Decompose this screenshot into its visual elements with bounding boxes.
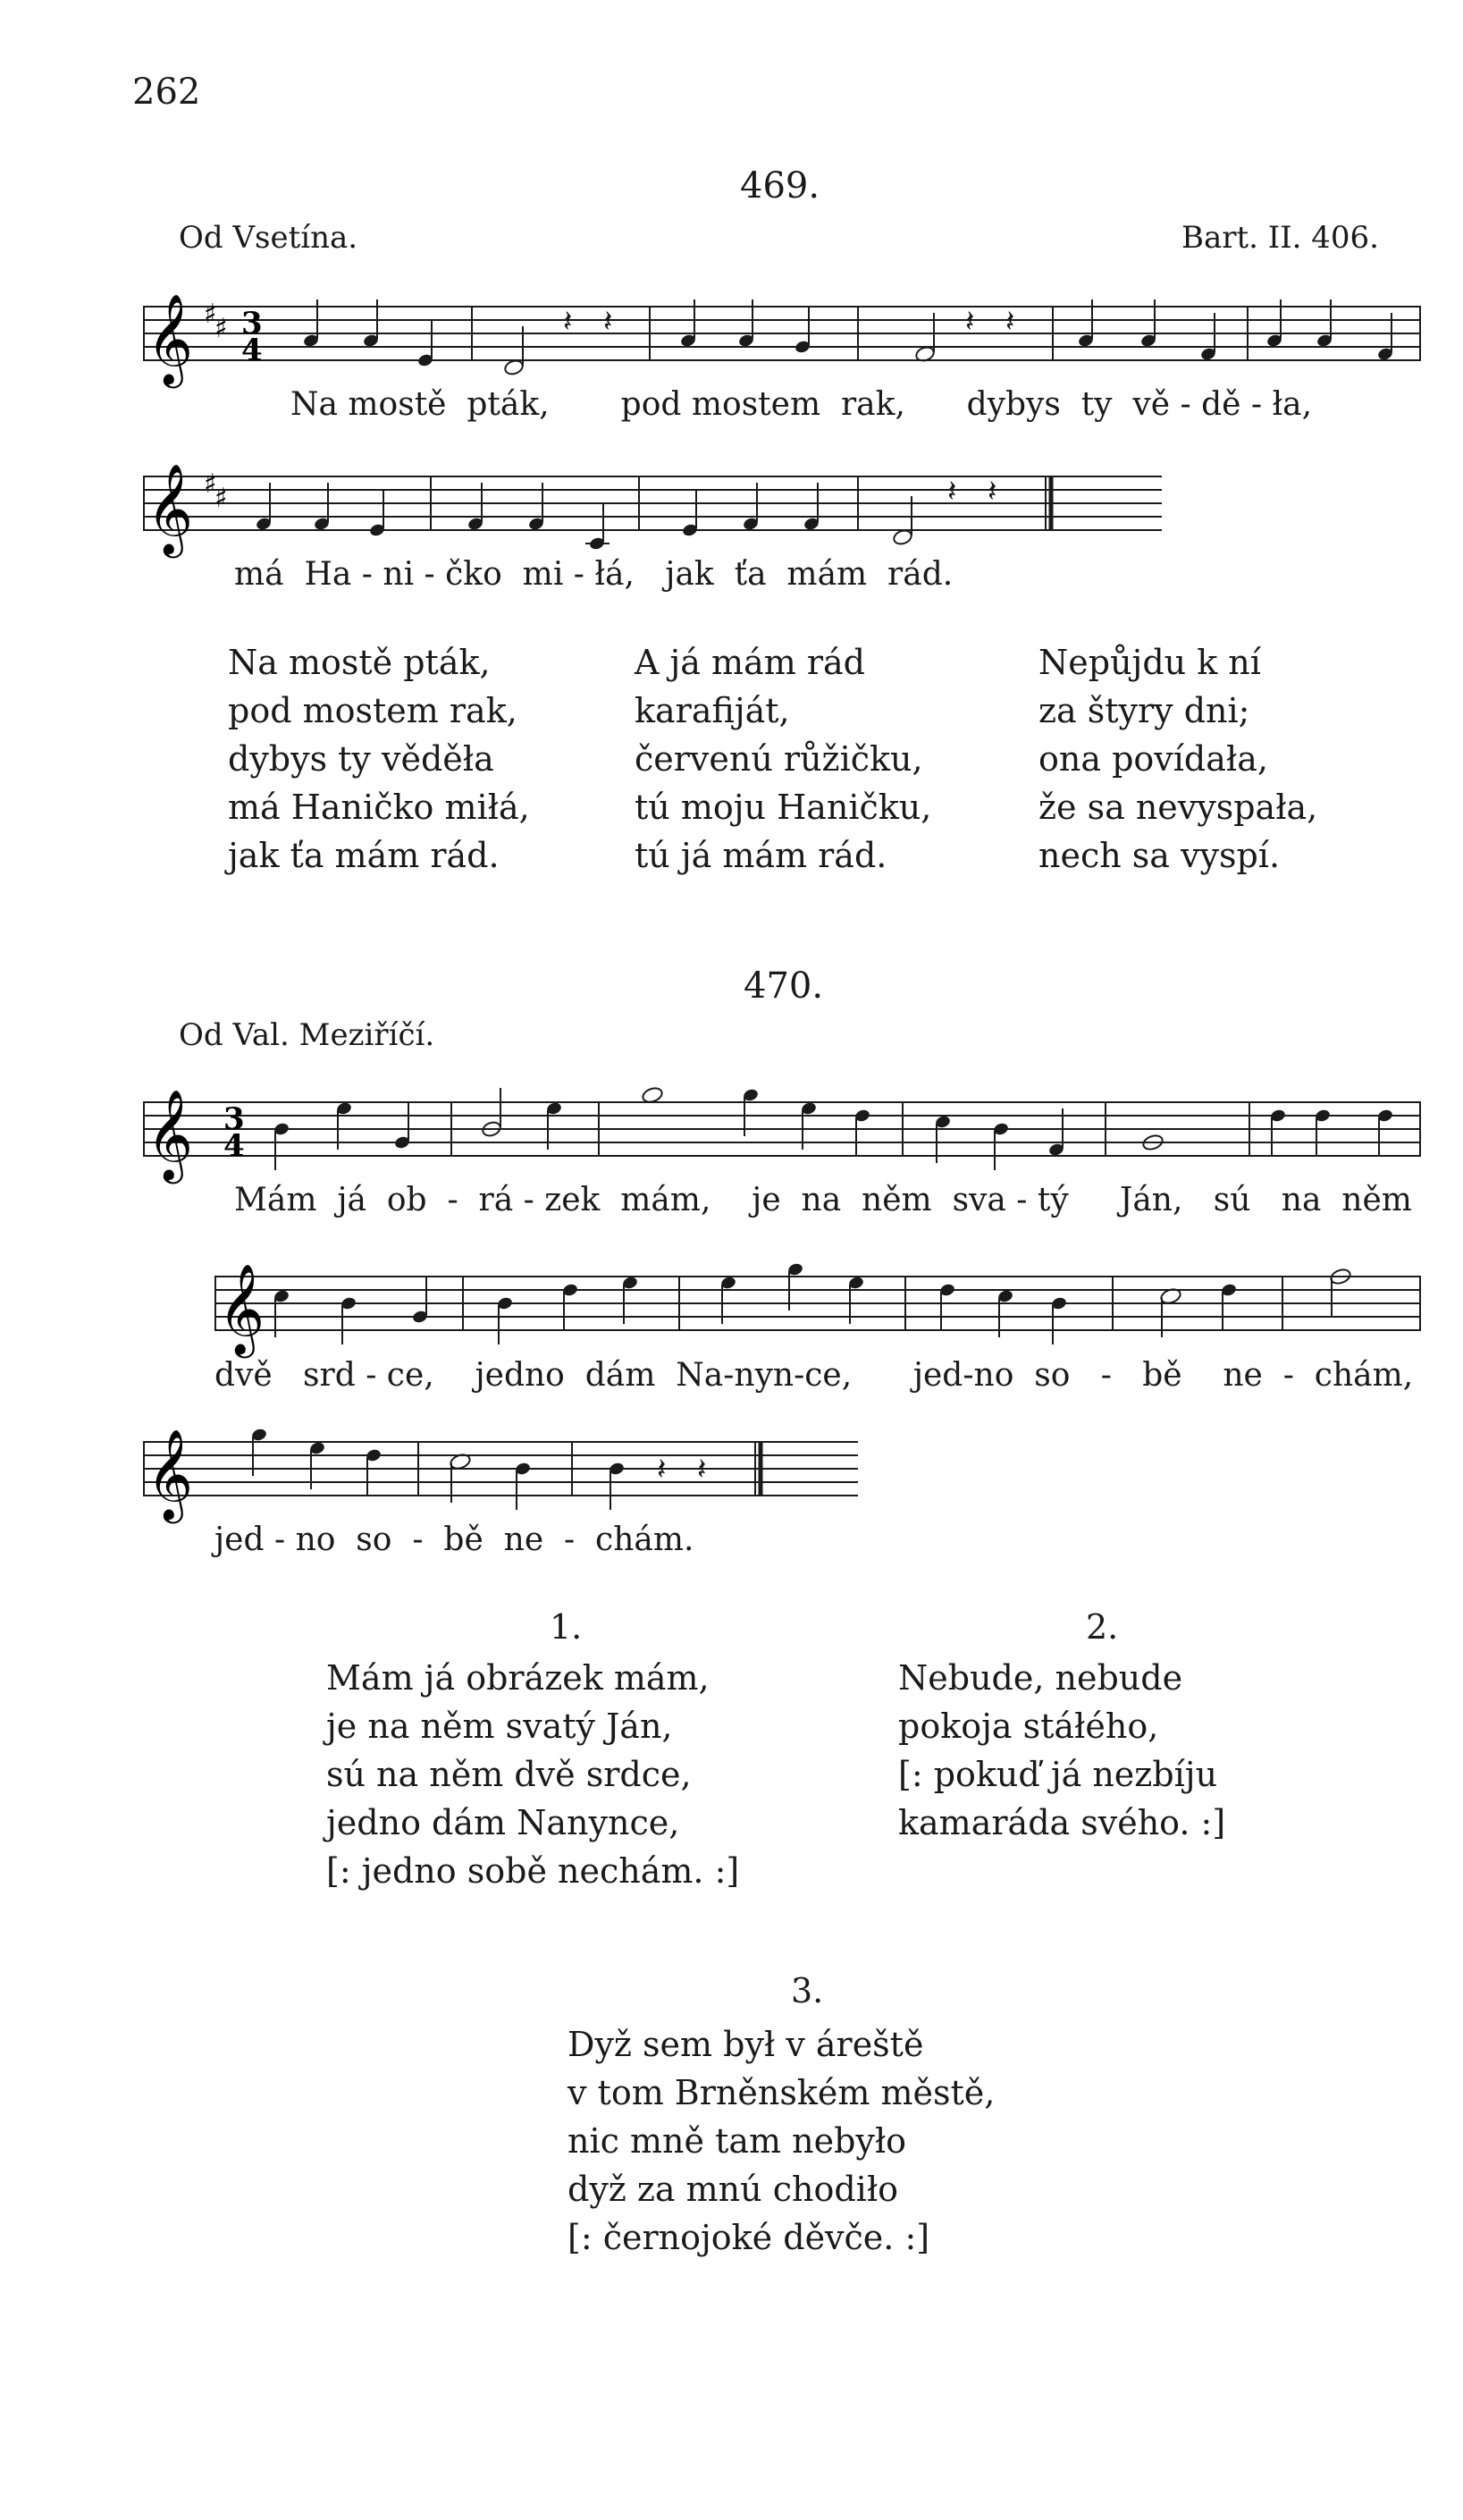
verse-line: [: černojoké děvče. :] (568, 2218, 930, 2257)
treble-clef-icon: 𝄞 (147, 462, 194, 554)
verse-470-3 (568, 2020, 995, 2262)
verse-line: [: jedno sobě nechám. :] (326, 1851, 740, 1891)
verse-line: pokoja stáłého, (898, 1707, 1159, 1746)
lyrics-469-line-2: má Ha - ni - čko mi - łá, jak ťa mám rád. (234, 556, 954, 593)
verse-line: kamaráda svého. :] (898, 1803, 1226, 1842)
song-origin-470: Od Val. Meziříčí. (179, 1017, 435, 1053)
verse-line: ona povídała, (1038, 739, 1268, 779)
verse-line: sú na něm dvě srdce, (326, 1755, 692, 1794)
verse-line: za štyry dni; (1038, 691, 1250, 730)
svg-text:𝄽: 𝄽 (657, 1452, 667, 1488)
lyrics-470-line-3: jed - no so - bě ne - chám. (214, 1521, 694, 1558)
staff-470-line-2 (214, 1260, 1421, 1354)
staff-470-line-1 (143, 1086, 1421, 1180)
song-number-470: 470. (744, 965, 824, 1007)
treble-clef-icon: 𝄞 (147, 1088, 194, 1180)
verse-470-1-number: 1. (550, 1607, 583, 1647)
time-signature-bottom: 4 (223, 1128, 245, 1164)
time-signature-top: 3 (223, 1101, 245, 1137)
svg-text:𝄽: 𝄽 (697, 1452, 707, 1488)
sharp-icon: ♯ (204, 299, 217, 330)
sharp-icon: ♯ (214, 483, 228, 514)
verse-470-1 (326, 1654, 739, 1895)
treble-clef-icon: 𝄞 (218, 1262, 265, 1354)
svg-text:𝄽: 𝄽 (1005, 304, 1015, 340)
verse-line: nech sa vyspí. (1038, 836, 1281, 875)
verse-line: má Haničko miłá, (228, 788, 530, 827)
verse-line: tú moju Haničku, (635, 788, 932, 827)
verse-line: karafiját, (635, 691, 790, 730)
staff-469-line-2 (143, 460, 1162, 554)
verse-line: Mám já obrázek mám, (326, 1658, 710, 1698)
verse-470-2-number: 2. (1086, 1607, 1119, 1647)
lyrics-469-line-1: Na mostě pták, pod mostem rak, dybys ty vě - dě - ła, (290, 386, 1313, 423)
sharp-icon: ♯ (214, 313, 228, 344)
verse-line: že sa nevyspała, (1038, 788, 1318, 827)
verse-line: Nebude, nebude (898, 1658, 1183, 1698)
verse-470-2 (898, 1654, 1225, 1847)
song-origin-469: Od Vsetína. (179, 220, 358, 256)
verse-line: je na něm svatý Ján, (326, 1707, 673, 1746)
verse-line: Nepůjdu k ní (1038, 643, 1261, 682)
verse-line: dybys ty věděła (228, 739, 494, 779)
verse-469-2 (635, 638, 931, 880)
verse-line: jak ťa mám rád. (228, 836, 500, 875)
svg-text:𝄽: 𝄽 (603, 304, 613, 340)
verse-line: [: pokuď já nezbíju (898, 1755, 1218, 1794)
verse-line: nic mně tam nebyło (568, 2121, 907, 2161)
verse-line: Dyž sem był v áreště (568, 2025, 924, 2064)
verse-line: dyž za mnú chodiło (568, 2170, 899, 2209)
time-signature-bottom: 4 (241, 333, 263, 368)
verse-line: červenú růžičku, (635, 739, 923, 779)
svg-text:𝄽: 𝄽 (563, 304, 573, 340)
verse-line: pod mostem rak, (228, 691, 517, 730)
svg-text:𝄽: 𝄽 (988, 474, 997, 510)
treble-clef-icon: 𝄞 (147, 1428, 194, 1520)
verse-line: Na mostě pták, (228, 643, 491, 682)
staff-470-line-3 (143, 1426, 858, 1520)
verse-line: jedno dám Nanynce, (326, 1803, 680, 1842)
verse-line: tú já mám rád. (635, 836, 887, 875)
time-signature-top: 3 (241, 306, 263, 341)
svg-text:𝄽: 𝄽 (947, 474, 957, 510)
page-number: 262 (132, 72, 201, 113)
lyrics-470-line-1: Mám já ob - rá - zek mám, je na něm sva - tý Ján, sú na něm (234, 1182, 1412, 1218)
verse-469-1 (228, 638, 530, 880)
svg-text:𝄽: 𝄽 (965, 304, 975, 340)
lyrics-470-line-2: dvě srd - ce, jedno dám Na-nyn-ce, jed-no so - bě ne - chám, (214, 1357, 1414, 1394)
sharp-icon: ♯ (204, 468, 217, 500)
song-reference-469: Bart. II. 406. (1181, 220, 1379, 256)
staff-469-line-1 (143, 291, 1421, 384)
verse-470-3-number: 3. (791, 1971, 824, 2010)
verse-line: v tom Brněnském městě, (568, 2073, 996, 2112)
treble-clef-icon: 𝄞 (147, 292, 194, 384)
verse-469-3 (1038, 638, 1317, 880)
verse-line: A já mám rád (635, 643, 865, 682)
song-number-469: 469. (740, 165, 820, 206)
